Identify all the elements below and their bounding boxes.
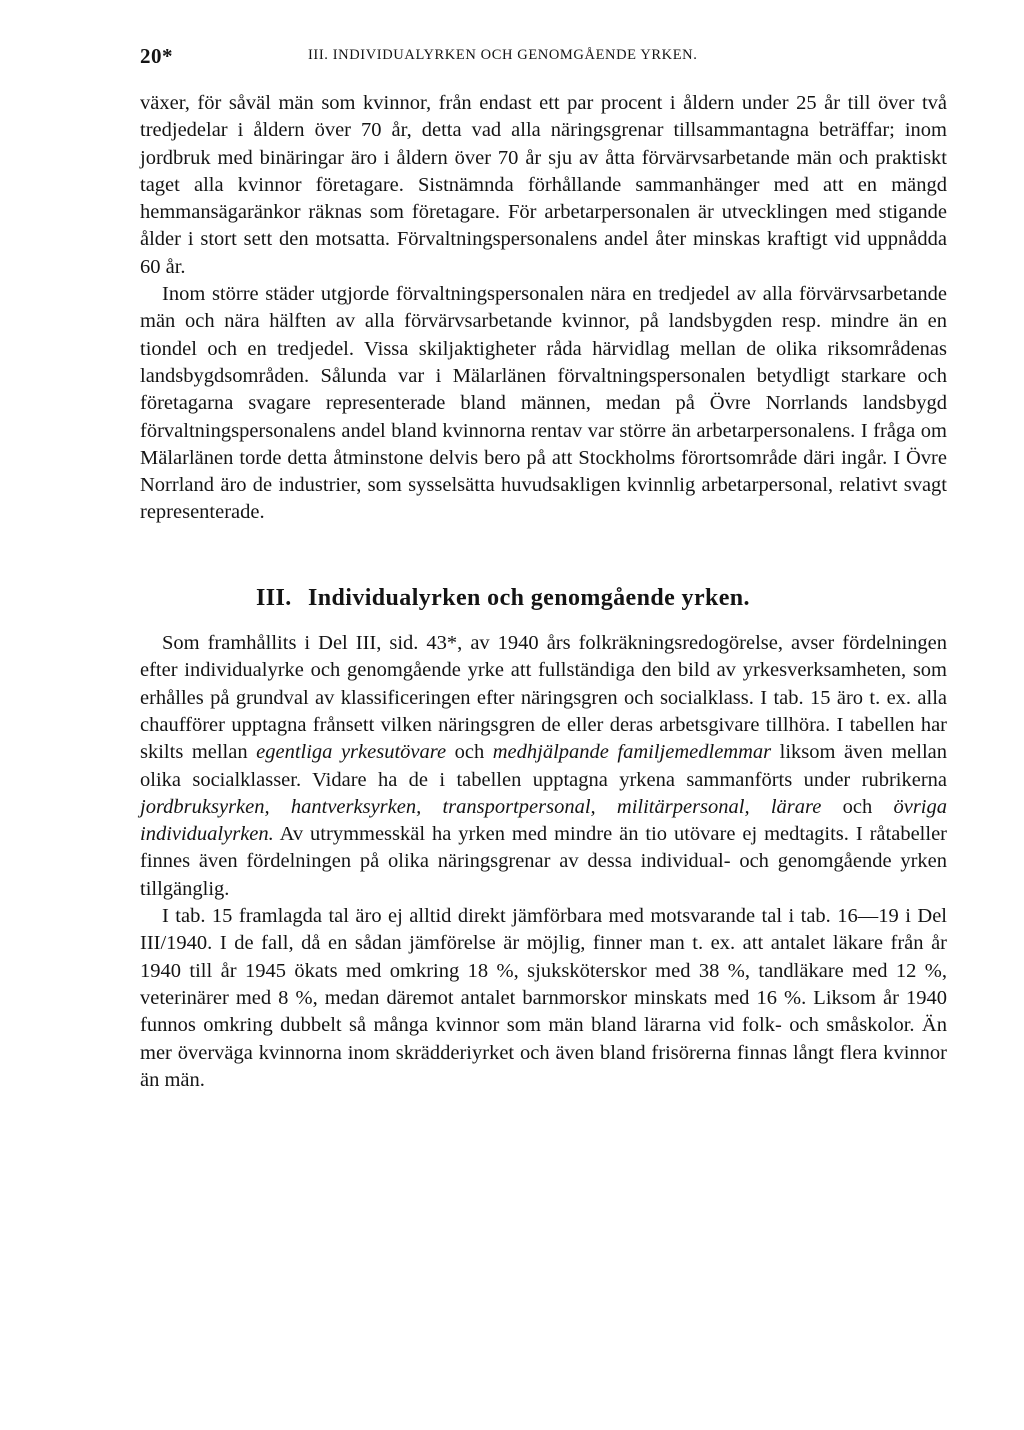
italic-term: egentliga yrkesutövare: [256, 741, 447, 764]
paragraph-cities: Inom större städer utgjorde förvaltningspersonalen nära en tredjedel av alla förvärvsarbetande män och nära hälften av alla förvärvsarbetande kvinnor, på landsbygden resp. mindre än en tiondel och en tredjedel. Vissa skiljaktigheter råda härvidlag mellan de olika riksområdenas landsbygdsområden. Sålunda var i Mälarlänen förvaltningspersonalen betydligt starkare och företagarna svagare representerade bland männen, medan på Övre Norrlands landsbygd förvaltningspersonalens andel bland kvinnorna rentav var större än arbetarpersonalens. I fråga om Mälarlänen torde detta åtminstone delvis bero på att Stockholms förortsområde däri ingår. I Övre Norrland äro de industrier, som sysselsätta huvudsakligen kvinnlig arbetarpersonal, relativt svagt representerade.: [140, 283, 947, 524]
text-run: Som framhållits i Del III, sid. 43*, av 1940 års folkräkningsredogörelse, avser fördelningen efter individualyrke och genomgående yrke att fullständiga den bild av yrkesverksamheten, som erhålles på grundval av klassificeringen efter näringsgren och socialklass. I tab. 15 äro t. ex. alla chaufförer upptagna frånsett vilken näringsgren de eller deras arbetsgivare tillhöra. I tabellen har skilts mellan: [140, 632, 947, 764]
page-number: 20*: [140, 44, 173, 68]
paragraph-continuation: växer, för såväl män som kvinnor, från endast ett par procent i åldern under 25 år till över två tredjedelar i åldern över 70 år, detta vad alla näringsgrenar tillsammantagna beträffar; inom jordbruk med binäringar äro i åldern över 70 år sju av åtta förvärvsarbetande män och praktiskt taget alla kvinnor företagare. Sistnämnda förhållande sammanhänger med att en mängd hemmansägaränkor räknas som företagare. För arbetarpersonalen är utvecklingen med stigande ålder i stort sett den motsatta. Förvaltningspersonalens andel åter minskas kraftigt vid uppnådda 60 år.: [140, 92, 947, 278]
italic-term: medhjälpande familjemedlemmar: [492, 741, 772, 764]
text-run: Av utrymmesskäl ha yrken med mindre än tio utövare ej medtagits. I råtabeller finnes även fördelningen på olika näringsgrenar av dessa individual- och genomgående yrken tillgänglig.: [140, 823, 947, 900]
running-head: III. INDIVIDUALYRKEN OCH GENOMGÅENDE YRKEN.: [308, 47, 698, 63]
text-run: och: [821, 795, 894, 818]
page-header: [140, 44, 960, 74]
italic-term: jordbruksyrken, hantverksyrken, transportpersonal, militärpersonal, lärare: [140, 795, 822, 818]
body-text: [140, 90, 947, 1094]
section-number: III.: [256, 584, 292, 611]
italic-term: övriga individualyrken.: [140, 795, 947, 846]
text-run: liksom även mellan olika socialklasser. Vidare ha de i tabellen upptagna yrkena sammanförts under rubrikerna: [140, 741, 947, 791]
paragraph-section-intro: [140, 630, 947, 903]
section-title: Individualyrken och genomgående yrken.: [308, 584, 750, 611]
section-heading: [140, 585, 947, 612]
paragraph-comparison: I tab. 15 framlagda tal äro ej alltid direkt jämförbara med motsvarande tal i tab. 16—19 i Del III/1940. I de fall, då en sådan jämförelse är möjlig, finner man t. ex. att antalet läkare från år 1940 till år 1945 ökats med omkring 18 %, sjuksköterskor med 38 %, tandläkare med 12 %, veterinärer med 8 %, medan däremot antalet barnmorskor minskats med 16 %. Liksom år 1940 funnos omkring dubbelt så många kvinnor som män bland lärarna vid folk- och småskolor. Än mer överväga kvinnorna inom skrädderiyrket och även bland frisörerna finnas långt flera kvinnor än män.: [140, 905, 947, 1091]
text-run: och: [446, 741, 493, 764]
